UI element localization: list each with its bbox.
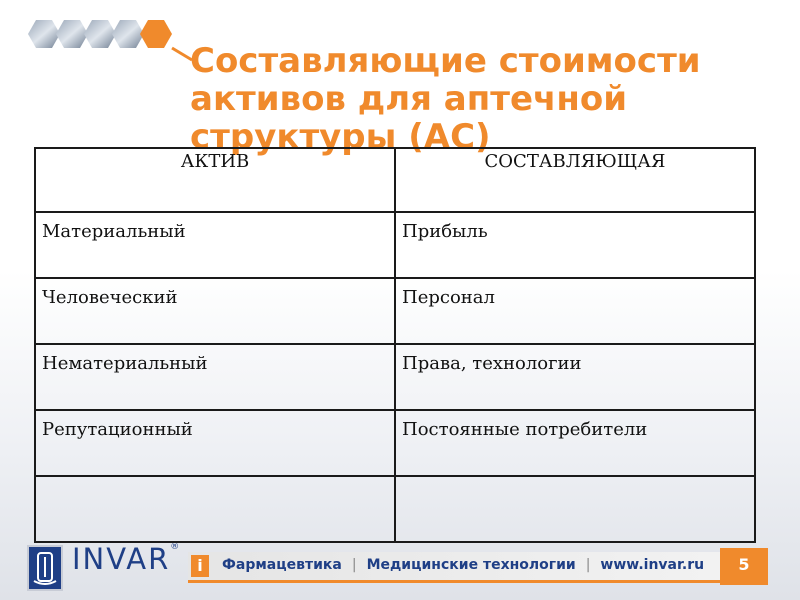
title-line-1: Составляющие стоимости	[190, 41, 701, 81]
link-medical-technologies[interactable]: Медицинские технологии	[366, 557, 576, 573]
cell-asset	[35, 476, 395, 542]
slide-title	[190, 42, 750, 156]
table-row-empty	[35, 476, 755, 542]
cell-asset: Нематериальный	[35, 344, 395, 410]
table-row	[35, 344, 755, 410]
table-row	[35, 278, 755, 344]
invar-logo-text	[72, 542, 179, 576]
separator: |	[585, 557, 591, 573]
cell-component: Права, технологии	[395, 344, 755, 410]
asset-components-table	[34, 147, 756, 543]
hexagon-photo-4	[112, 20, 144, 48]
link-pharmaceutics[interactable]: Фармацевтика	[222, 557, 342, 573]
cell-component	[395, 476, 755, 542]
footer-links	[222, 557, 704, 573]
logo-emblem-icon	[29, 547, 61, 589]
table-row	[35, 410, 755, 476]
cell-component: Постоянные потребители	[395, 410, 755, 476]
hexagon-photo-1	[28, 20, 60, 48]
header-component: СОСТАВЛЯЮЩАЯ	[395, 148, 755, 212]
registered-mark: ®	[170, 542, 180, 552]
hexagon-orange	[140, 20, 172, 48]
hexagon-photo-2	[56, 20, 88, 48]
cell-asset: Репутационный	[35, 410, 395, 476]
cell-component: Персонал	[395, 278, 755, 344]
logo-wordmark: INVAR	[72, 542, 171, 576]
title-line-2: активов для аптечной	[190, 79, 628, 119]
link-website[interactable]: www.invar.ru	[600, 557, 705, 573]
invar-logo-icon	[27, 545, 63, 591]
cell-asset: Человеческий	[35, 278, 395, 344]
separator: |	[351, 557, 357, 573]
connector-line	[172, 48, 192, 60]
table-header-row	[35, 148, 755, 212]
table-row	[35, 212, 755, 278]
title-line-3: структуры (АС)	[190, 117, 491, 157]
hexagon-images-decoration	[20, 16, 200, 76]
header-asset: АКТИВ	[35, 148, 395, 212]
cell-component: Прибыль	[395, 212, 755, 278]
hexagon-photo-3	[84, 20, 116, 48]
cell-asset: Материальный	[35, 212, 395, 278]
page-number: 5	[720, 548, 768, 585]
info-icon: i	[191, 555, 209, 577]
